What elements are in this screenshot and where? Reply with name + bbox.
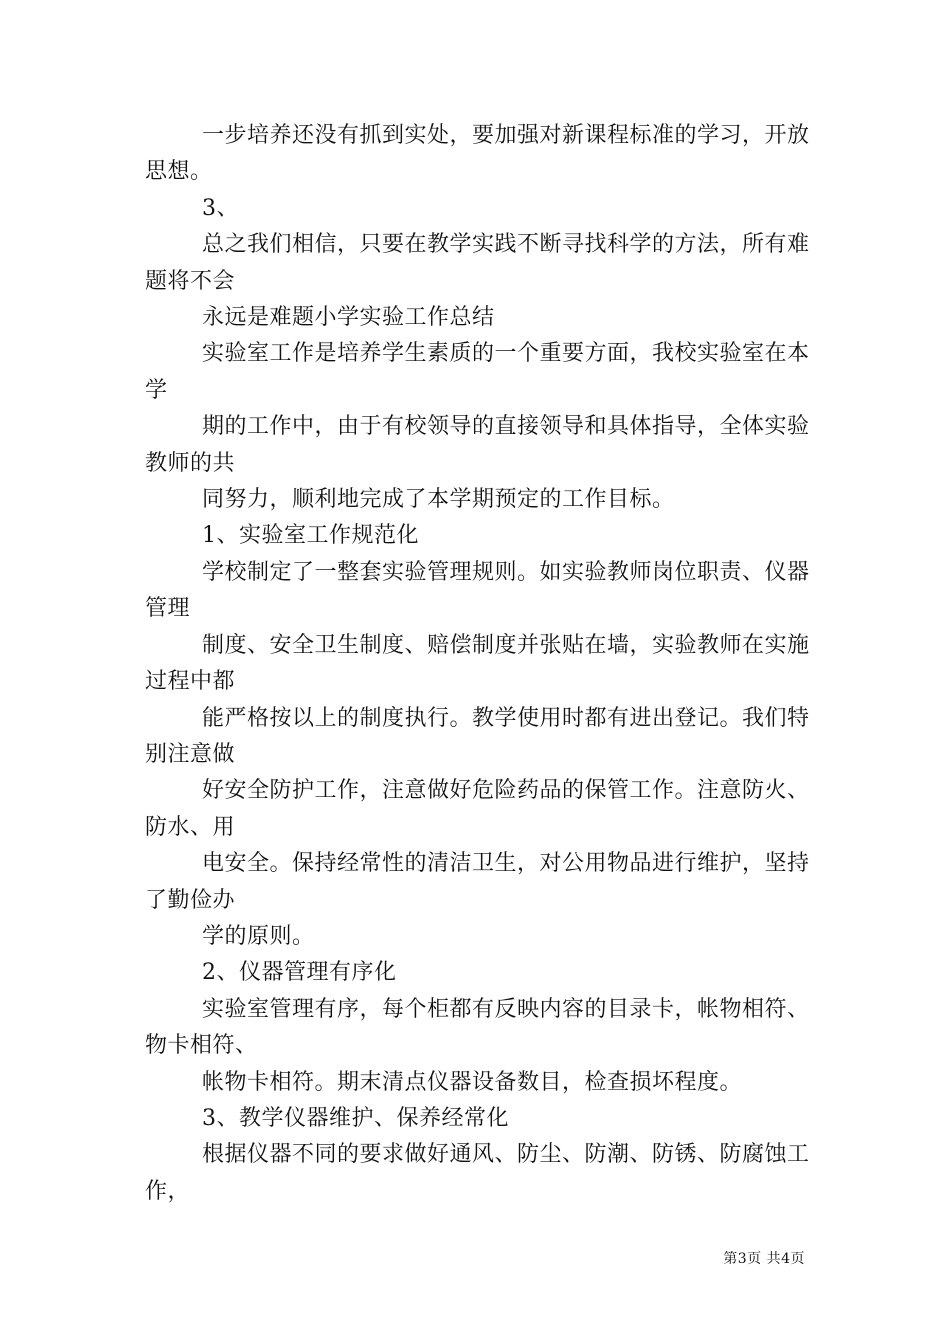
paragraph: 总之我们相信，只要在教学实践不断寻找科学的方法，所有难题将不会 (145, 232, 810, 294)
document-body (145, 118, 811, 1210)
paragraph: 永远是难题小学实验工作总结 (202, 305, 495, 331)
footer-suffix: 页 (790, 1251, 805, 1267)
section-heading: 2、仪器管理有序化 (202, 960, 397, 986)
footer-middle: 页 共 (747, 1251, 782, 1267)
paragraph: 电安全。保持经常性的清洁卫生，对公用物品进行维护，坚持了勤俭办 (145, 851, 810, 913)
total-pages-number: 4 (781, 1251, 791, 1267)
paragraph: 学校制定了一整套实验管理规则。如实验教师岗位职责、仪器管理 (145, 559, 810, 622)
page-footer (723, 1248, 805, 1268)
paragraph: 3、 (202, 195, 239, 221)
paragraph: 同努力，顺利地完成了本学期预定的工作目标。 (202, 487, 675, 513)
section-heading: 1、实验室工作规范化 (202, 523, 419, 549)
current-page-number: 3 (737, 1251, 748, 1267)
paragraph: 实验室管理有序，每个柜都有反映内容的目录卡，帐物相符、物卡相符、 (145, 996, 810, 1059)
paragraph: 制度、安全卫生制度、赔偿制度并张贴在墙，实验教师在实施过程中都 (145, 632, 810, 695)
paragraph: 根据仪器不同的要求做好通风、防尘、防潮、防锈、防腐蚀工作， (145, 1142, 810, 1204)
paragraph: 好安全防护工作，注意做好危险药品的保管工作。注意防火、防水、用 (145, 778, 810, 840)
paragraph: 学的原则。 (202, 923, 315, 949)
footer-prefix: 第 (723, 1251, 738, 1267)
paragraph: 一步培养还没有抓到实处，要加强对新课程标准的学习，开放思想。 (145, 123, 810, 185)
section-heading: 3、教学仪器维护、保养经常化 (202, 1105, 509, 1131)
paragraph: 实验室工作是培养学生素质的一个重要方面，我校实验室在本学 (145, 341, 810, 403)
paragraph: 帐物卡相符。期末清点仪器设备数目，检查损坏程度。 (202, 1069, 743, 1095)
paragraph: 期的工作中，由于有校领导的直接领导和具体指导，全体实验教师的共 (145, 414, 810, 476)
paragraph: 能严格按以上的制度执行。教学使用时都有进出登记。我们特别注意做 (145, 705, 810, 767)
